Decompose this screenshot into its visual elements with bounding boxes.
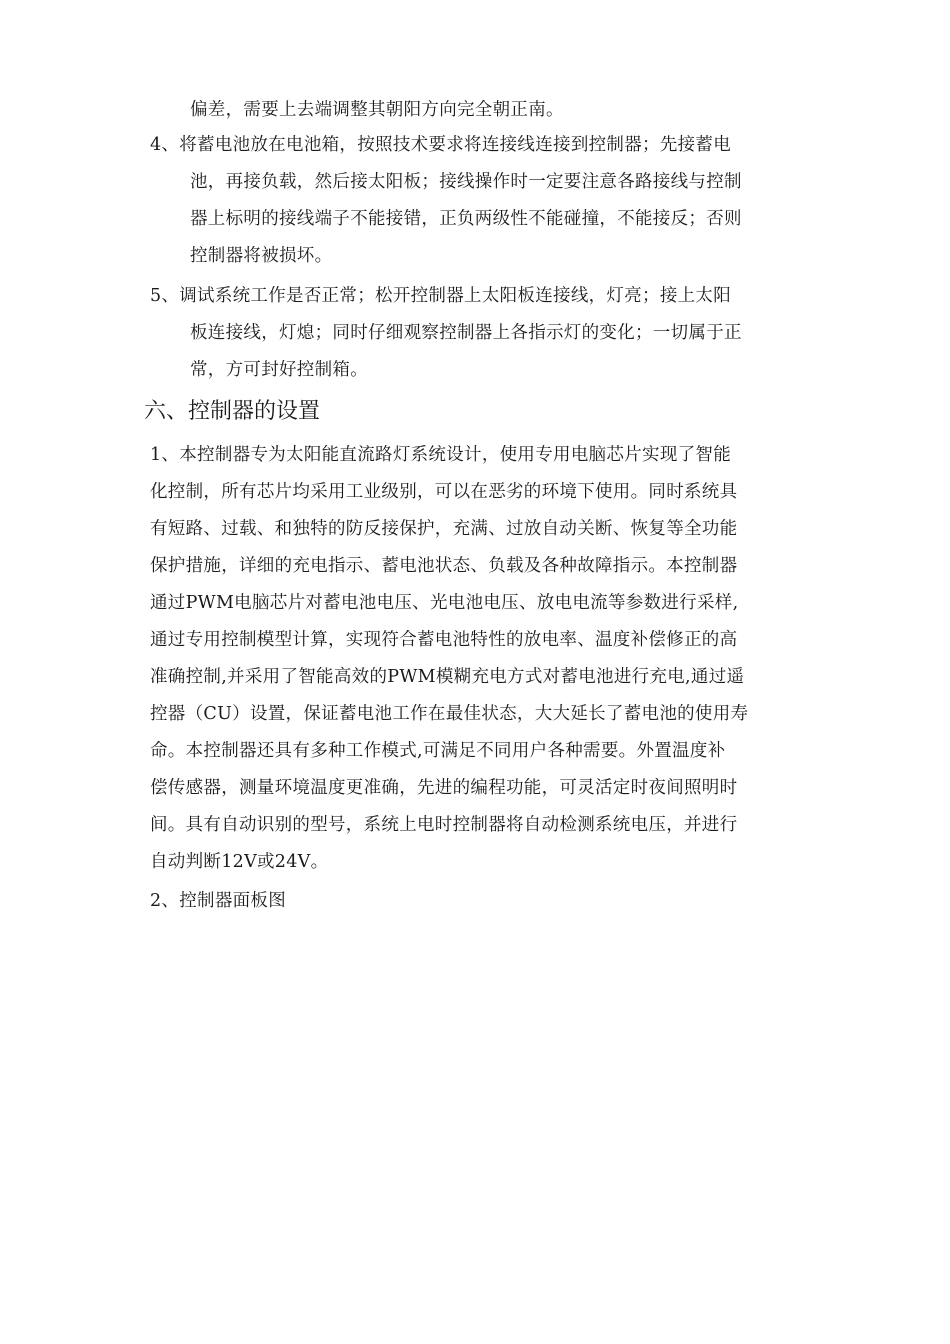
para1-line-1: 1、本控制器专为太阳能直流路灯系统设计，使用专用电脑芯片实现了智能 bbox=[150, 445, 732, 465]
item5-line-3: 常，方可封好控制箱。 bbox=[190, 360, 368, 380]
item4-line-2: 池，再接负载，然后接太阳板；接线操作时一定要注意各路接线与控制 bbox=[190, 172, 742, 192]
para2-line-1: 2、控制器面板图 bbox=[150, 891, 287, 911]
item4-line-3: 器上标明的接线端子不能接错，正负两级性不能碰撞，不能接反；否则 bbox=[190, 209, 742, 229]
item4-line-4: 控制器将被损坏。 bbox=[190, 246, 333, 266]
section-heading: 六、控制器的设置 bbox=[144, 399, 321, 424]
para1-line-2: 化控制，所有芯片均采用工业级别，可以在恶劣的环境下使用。同时系统具 bbox=[150, 482, 738, 502]
para1-line-10: 偿传感器，测量环境温度更准确，先进的编程功能，可灵活定时夜间照明时 bbox=[150, 778, 738, 798]
item4-line-1: 4、将蓄电池放在电池箱，按照技术要求将连接线连接到控制器；先接蓄电 bbox=[150, 135, 732, 155]
item5-line-1: 5、调试系统工作是否正常；松开控制器上太阳板连接线，灯亮；接上太阳 bbox=[150, 286, 732, 306]
item5-line-2: 板连接线，灯熄；同时仔细观察控制器上各指示灯的变化；一切属于正 bbox=[190, 323, 742, 343]
para1-line-4: 保护措施，详细的充电指示、蓄电池状态、负载及各种故障指示。本控制器 bbox=[150, 556, 738, 576]
para1-line-7: 准确控制,并采用了智能高效的PWM模糊充电方式对蓄电池进行充电,通过遥 bbox=[150, 667, 745, 687]
para1-line-12: 自动判断12V或24V。 bbox=[150, 852, 329, 872]
para1-line-9: 命。本控制器还具有多种工作模式,可满足不同用户各种需要。外置温度补 bbox=[150, 741, 726, 761]
para1-line-11: 间。具有自动识别的型号，系统上电时控制器将自动检测系统电压，并进行 bbox=[150, 815, 738, 835]
para1-line-5: 通过PWM电脑芯片对蓄电池电压、光电池电压、放电电流等参数进行采样, bbox=[150, 593, 739, 613]
para1-line-8: 控器（CU）设置，保证蓄电池工作在最佳状态，大大延长了蓄电池的使用寿 bbox=[150, 704, 749, 724]
para1-line-3: 有短路、过载、和独特的防反接保护，充满、过放自动关断、恢复等全功能 bbox=[150, 519, 738, 539]
para1-line-6: 通过专用控制模型计算，实现符合蓄电池特性的放电率、温度补偿修正的高 bbox=[150, 630, 738, 650]
item3-continuation-line-1: 偏差，需要上去端调整其朝阳方向完全朝正南。 bbox=[190, 100, 564, 120]
